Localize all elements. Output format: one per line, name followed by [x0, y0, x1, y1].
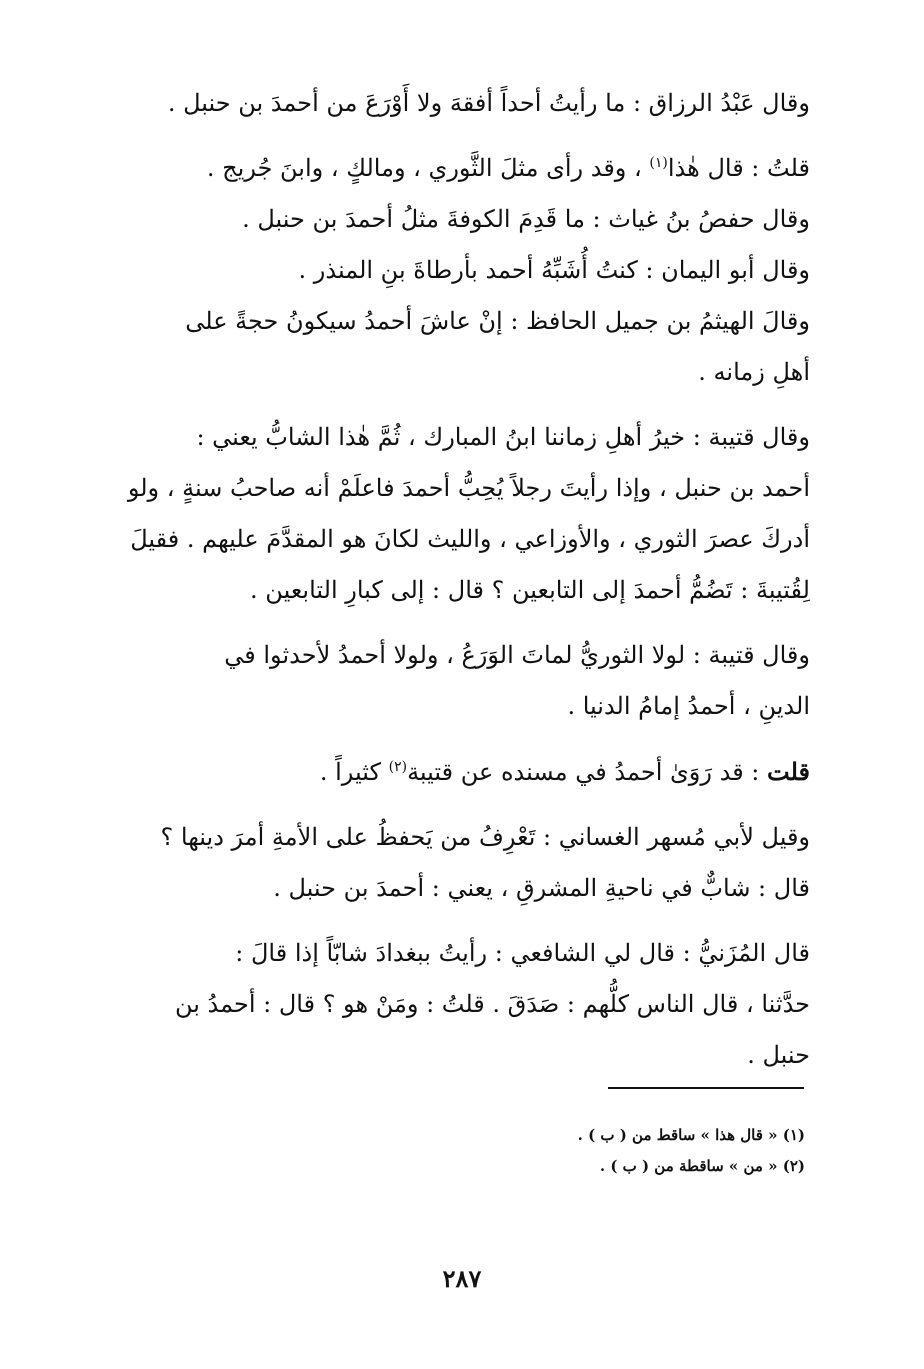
paragraph-abu-mushir-line-1: وقيل لأبي مُسهر الغساني : تَعْرِفُ من يَحفظُ على الأمةِ أمرَ دينها ؟	[160, 823, 810, 851]
paragraph-muzani-line-1: قال المُزَنيُّ : قال لي الشافعي : رأيتُ ببغدادَ شابّاً إذا قالَ :	[235, 939, 810, 967]
footnotes	[420, 1120, 805, 1182]
paragraph-haytham-line-1: وقالَ الهيثمُ بن جميل الحافظ : إنْ عاشَ أحمدُ سيكونُ حجةً على	[185, 307, 810, 335]
paragraph-qutaybah-line-2: أحمد بن حنبل ، وإذا رأيتَ رجلاً يُحِبُّ أحمدَ فاعلَمْ أنه صاحبُ سنةٍ ، ولو	[127, 474, 810, 502]
paragraph-author-note-1	[150, 143, 810, 194]
paragraph-qutaybah2-line-2: الدينِ ، أحمدُ إمامُ الدنيا .	[567, 692, 810, 720]
qultu-label: قلت	[767, 757, 810, 786]
paragraph-abdurrazzaq: وقال عَبْدُ الرزاق : ما رأيتُ أحداً أفقهَ ولا أَوْرَعَ من أحمدَ بن حنبل .	[167, 89, 810, 117]
paragraph-abu-mushir-line-2: قال : شابٌّ في ناحيةِ المشرقِ ، يعني : أحمدَ بن حنبل .	[273, 874, 810, 902]
page-number: ٢٨٧	[442, 1264, 482, 1293]
main-text	[127, 78, 810, 1081]
footnote-ref-2: (٢)	[388, 759, 408, 775]
paragraph-muzani-line-2: حدَّثنا ، قال الناس كلُّهم : صَدَقَ . قلتُ : ومَنْ هو ؟ قال : أحمدُ بن	[174, 990, 810, 1018]
paragraph-qutaybah-line-3: أدركَ عصرَ الثوري ، والأوزاعي ، والليث لكانَ هو المقدَّمَ عليهم . فقيلَ	[130, 525, 810, 553]
footnote-1: (١) « قال هذا » ساقط من ( ب ) .	[577, 1126, 805, 1144]
paragraph-author-note-2	[150, 746, 810, 798]
text-run: قلتُ : قال هٰذا	[667, 154, 810, 182]
footnote-separator	[608, 1087, 804, 1089]
footnote-2: (٢) « من » ساقطة من ( ب ) .	[599, 1157, 805, 1175]
paragraph-qutaybah-line-4: لِقُتيبةَ : تَضُمُّ أحمدَ إلى التابعين ؟ قال : إلى كبارِ التابعين .	[250, 576, 810, 604]
footnote-ref-1: (١)	[649, 155, 668, 171]
paragraph-haytham-line-2: أهلِ زمانه .	[698, 358, 810, 386]
text-run: ، وقد رأى مثلَ الثَّوري ، ومالكٍ ، وابنَ جُريج .	[206, 154, 642, 182]
text-run: : قد رَوَىٰ أحمدُ في مسنده عن قتيبة	[407, 758, 760, 786]
paragraph-muzani-line-3: حنبل .	[747, 1041, 810, 1069]
paragraph-abu-alyaman: وقال أبو اليمان : كنتُ أُشَبِّهُ أحمد بأرطاةَ بنِ المنذر .	[298, 256, 810, 284]
paragraph-qutaybah2-line-1: وقال قتيبة : لولا الثوريُّ لماتَ الوَرَعُ ، ولولا أحمدُ لأحدثوا في	[224, 641, 810, 669]
paragraph-hafs: وقال حفصُ بنُ غياث : ما قَدِمَ الكوفةَ مثلُ أحمدَ بن حنبل .	[242, 205, 810, 233]
paragraph-qutaybah-line-1: وقال قتيبة : خيرُ أهلِ زماننا ابنُ المبارك ، ثُمَّ هٰذا الشابُّ يعني :	[196, 423, 810, 451]
text-run: كثيراً .	[319, 758, 381, 786]
